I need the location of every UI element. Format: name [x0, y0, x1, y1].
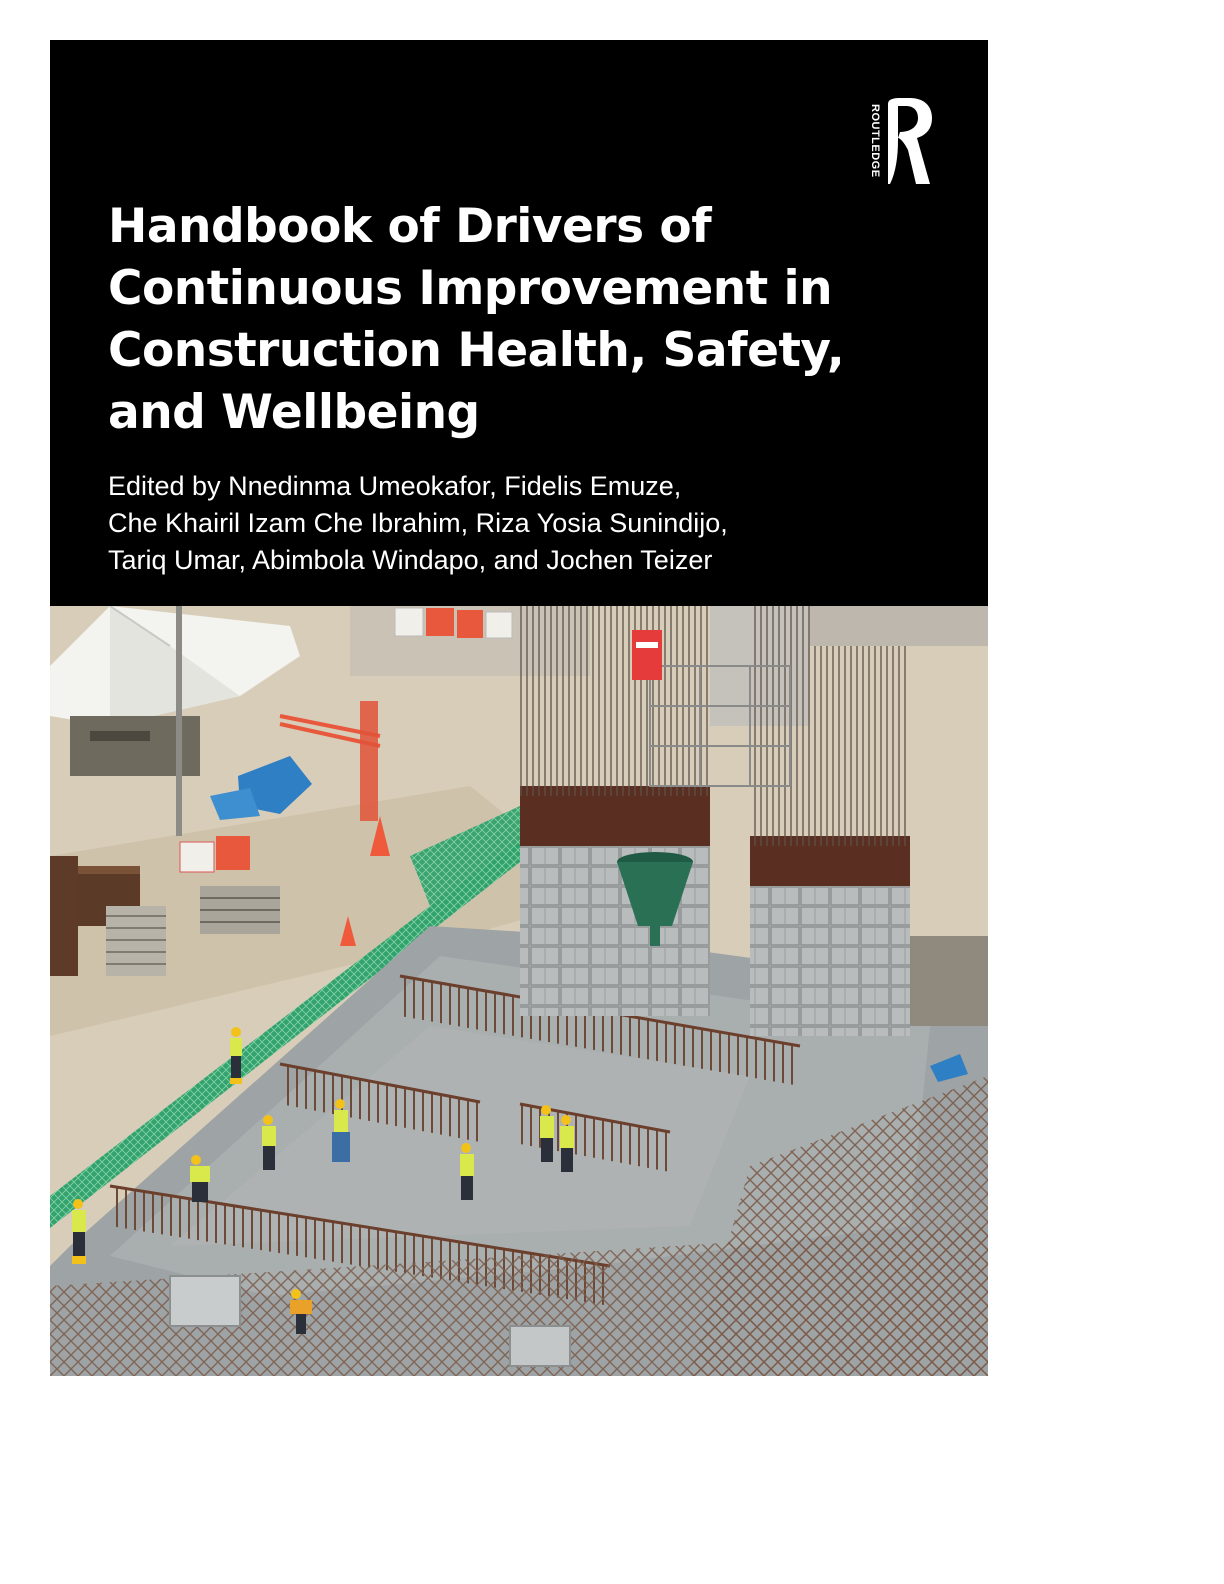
title-line: Handbook of Drivers of	[108, 199, 712, 254]
editors-line: Tariq Umar, Abimbola Windapo, and Jochen Teizer	[108, 545, 713, 575]
book-title	[108, 196, 948, 444]
title-line: Continuous Improvement in	[108, 261, 833, 316]
construction-site-photo	[50, 606, 988, 1376]
routledge-r-icon	[886, 96, 934, 188]
editors-line: Edited by Nnedinma Umeokafor, Fidelis Emuze,	[108, 471, 682, 501]
routledge-logo	[868, 96, 934, 188]
title-line: Construction Health, Safety,	[108, 323, 845, 378]
book-editors	[108, 468, 948, 579]
editors-line: Che Khairil Izam Che Ibrahim, Riza Yosia Sunindijo,	[108, 508, 728, 538]
title-line: and Wellbeing	[108, 385, 480, 440]
book-cover	[50, 40, 988, 1376]
publisher-name: ROUTLEDGE	[869, 104, 881, 178]
cover-title-band	[50, 40, 988, 606]
